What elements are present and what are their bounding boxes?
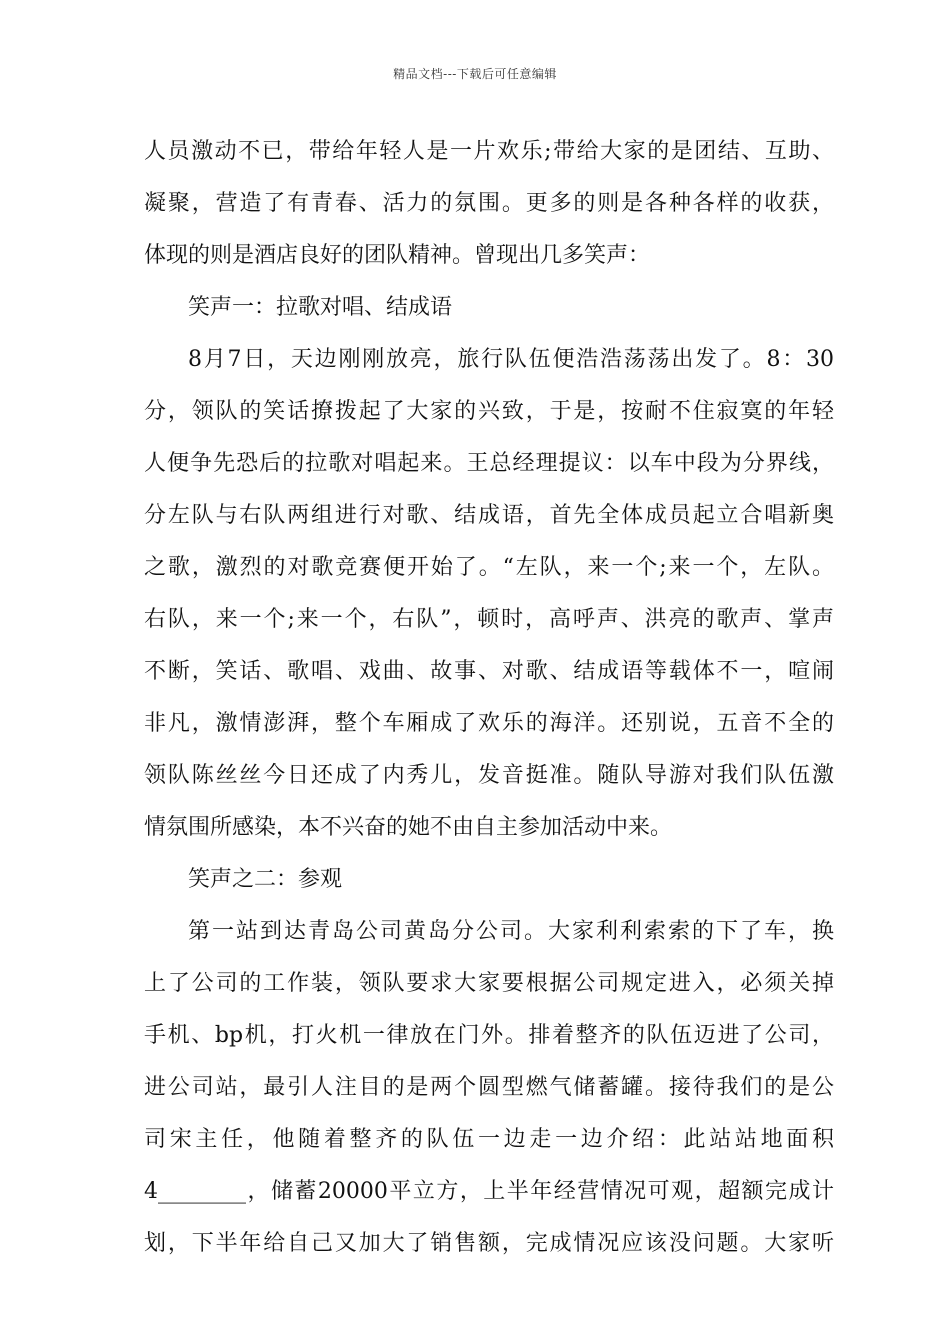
text-line: 8月7日，天边刚刚放亮，旅行队伍便浩浩荡荡出发了。8：30 <box>188 347 834 372</box>
text-line: 之歌，激烈的对歌竞赛便开始了。“左队，来一个;来一个，左队。 <box>144 555 834 580</box>
text-line: 4________，储蓄20000平立方，上半年经营情况可观，超额完成计 <box>144 1179 834 1204</box>
section-heading: 笑声之二：参观 <box>188 867 343 892</box>
section-heading: 笑声一：拉歌对唱、结成语 <box>188 295 453 320</box>
text-line: 凝聚，营造了有青春、活力的氛围。更多的则是各种各样的收获， <box>144 191 834 216</box>
text-line: 司宋主任，他随着整齐的队伍一边走一边介绍：此站站地面积 <box>144 1127 834 1152</box>
text-line: 分左队与右队两组进行对歌、结成语，首先全体成员起立合唱新奥 <box>144 503 834 528</box>
text-line: 非凡，激情澎湃，整个车厢成了欢乐的海洋。还别说，五音不全的 <box>144 711 834 736</box>
text-line: 情氛围所感染，本不兴奋的她不由自主参加活动中来。 <box>144 815 673 840</box>
text-line: 进公司站，最引人注目的是两个圆型燃气储蓄罐。接待我们的是公 <box>144 1075 834 1100</box>
text-line: 不断，笑话、歌唱、戏曲、故事、对歌、结成语等载体不一，喧闹 <box>144 659 834 684</box>
text-line: 人便争先恐后的拉歌对唱起来。王总经理提议：以车中段为分界线， <box>144 451 834 476</box>
page-header: 精品文档---下载后可任意编辑 <box>393 67 557 81</box>
text-line: 分，领队的笑话撩拨起了大家的兴致，于是，按耐不住寂寞的年轻 <box>144 399 834 424</box>
text-line: 体现的则是酒店良好的团队精神。曾现出几多笑声： <box>144 243 651 268</box>
text-line: 上了公司的工作装，领队要求大家要根据公司规定进入，必须关掉 <box>144 971 834 996</box>
text-line: 第一站到达青岛公司黄岛分公司。大家利利索索的下了车，换 <box>188 919 834 944</box>
document-body <box>144 126 834 1270</box>
text-line: 右队，来一个;来一个，右队”，顿时，高呼声、洪亮的歌声、掌声 <box>144 607 834 632</box>
text-line: 手机、bp机，打火机一律放在门外。排着整齐的队伍迈进了公司， <box>144 1023 834 1048</box>
text-line: 领队陈丝丝今日还成了内秀儿，发音挺准。随队导游对我们队伍激 <box>144 763 834 788</box>
text-line: 人员激动不已，带给年轻人是一片欢乐;带给大家的是团结、互助、 <box>144 139 834 164</box>
text-line: 划，下半年给自己又加大了销售额，完成情况应该没问题。大家听 <box>144 1231 834 1256</box>
